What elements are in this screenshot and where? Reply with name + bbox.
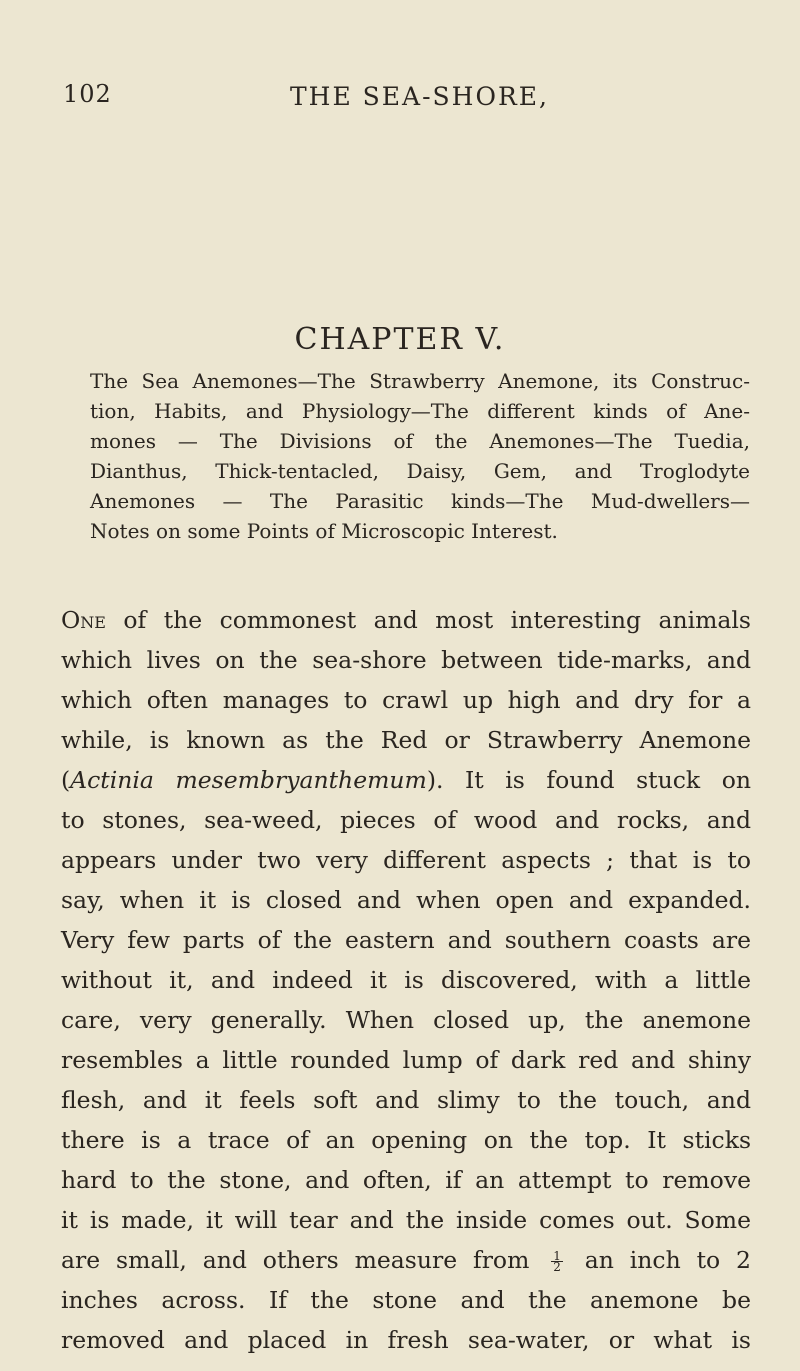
paren-open: ( <box>61 766 71 794</box>
body-paragraph <box>61 600 751 1360</box>
body-text-run: ). It is found stuck on <box>426 766 751 794</box>
fraction-numerator: 1 <box>553 1249 561 1263</box>
body-line: without it, and indeed it is discovered, with a little <box>61 966 751 994</box>
body-line: care, very generally. When closed up, the anemone <box>61 1006 751 1034</box>
body-text-run: an inch to 2 <box>584 1246 751 1274</box>
body-line <box>61 1240 751 1280</box>
fraction-denominator: 2 <box>553 1260 561 1274</box>
chapter-summary <box>90 366 750 546</box>
body-line: which often manages to crawl up high and dry for a <box>61 686 751 714</box>
body-line: while, is known as the Red or Strawberry Anemone <box>61 726 751 754</box>
fraction <box>551 1251 563 1272</box>
summary-line: tion, Habits, and Physiology—The different kinds of Ane- <box>90 399 750 423</box>
body-line: flesh, and it feels soft and slimy to the touch, and <box>61 1086 751 1114</box>
body-line: removed and placed in fresh sea-water, or what is <box>61 1326 751 1354</box>
body-line: say, when it is closed and when open and expanded. <box>61 886 751 914</box>
running-head: THE SEA-SHORE, <box>290 82 549 111</box>
body-line <box>61 600 751 640</box>
chapter-title: CHAPTER V. <box>294 322 506 357</box>
body-line: there is a trace of an opening on the top. It sticks <box>61 1126 751 1154</box>
body-line: appears under two very different aspects ; that is to <box>61 846 751 874</box>
opening-word: One <box>61 606 106 634</box>
species-name: Actinia mesembryanthemum <box>70 766 427 794</box>
body-line <box>61 760 751 800</box>
body-line: hard to the stone, and often, if an attempt to remove <box>61 1166 751 1194</box>
page-number: 102 <box>63 80 112 108</box>
body-line: to stones, sea-weed, pieces of wood and rocks, and <box>61 806 751 834</box>
body-line: it is made, it will tear and the inside comes out. Some <box>61 1206 751 1234</box>
body-line: resembles a little rounded lump of dark red and shiny <box>61 1046 751 1074</box>
summary-line: Dianthus, Thick-tentacled, Daisy, Gem, and Troglodyte <box>90 459 750 483</box>
summary-line: mones — The Divisions of the Anemones—The Tuedia, <box>90 429 750 453</box>
body-text-run: of the commonest and most interesting animals <box>105 606 751 634</box>
summary-line: The Sea Anemones—The Strawberry Anemone, its Construc- <box>90 369 750 393</box>
body-line: inches across. If the stone and the anemone be <box>61 1286 751 1314</box>
summary-line: Notes on some Points of Microscopic Interest. <box>90 519 558 543</box>
body-line: which lives on the sea-shore between tide-marks, and <box>61 646 751 674</box>
body-text-run: are small, and others measure from <box>61 1246 530 1274</box>
body-line: Very few parts of the eastern and southern coasts are <box>61 926 751 954</box>
summary-line: Anemones — The Parasitic kinds—The Mud-dwellers— <box>90 489 750 513</box>
